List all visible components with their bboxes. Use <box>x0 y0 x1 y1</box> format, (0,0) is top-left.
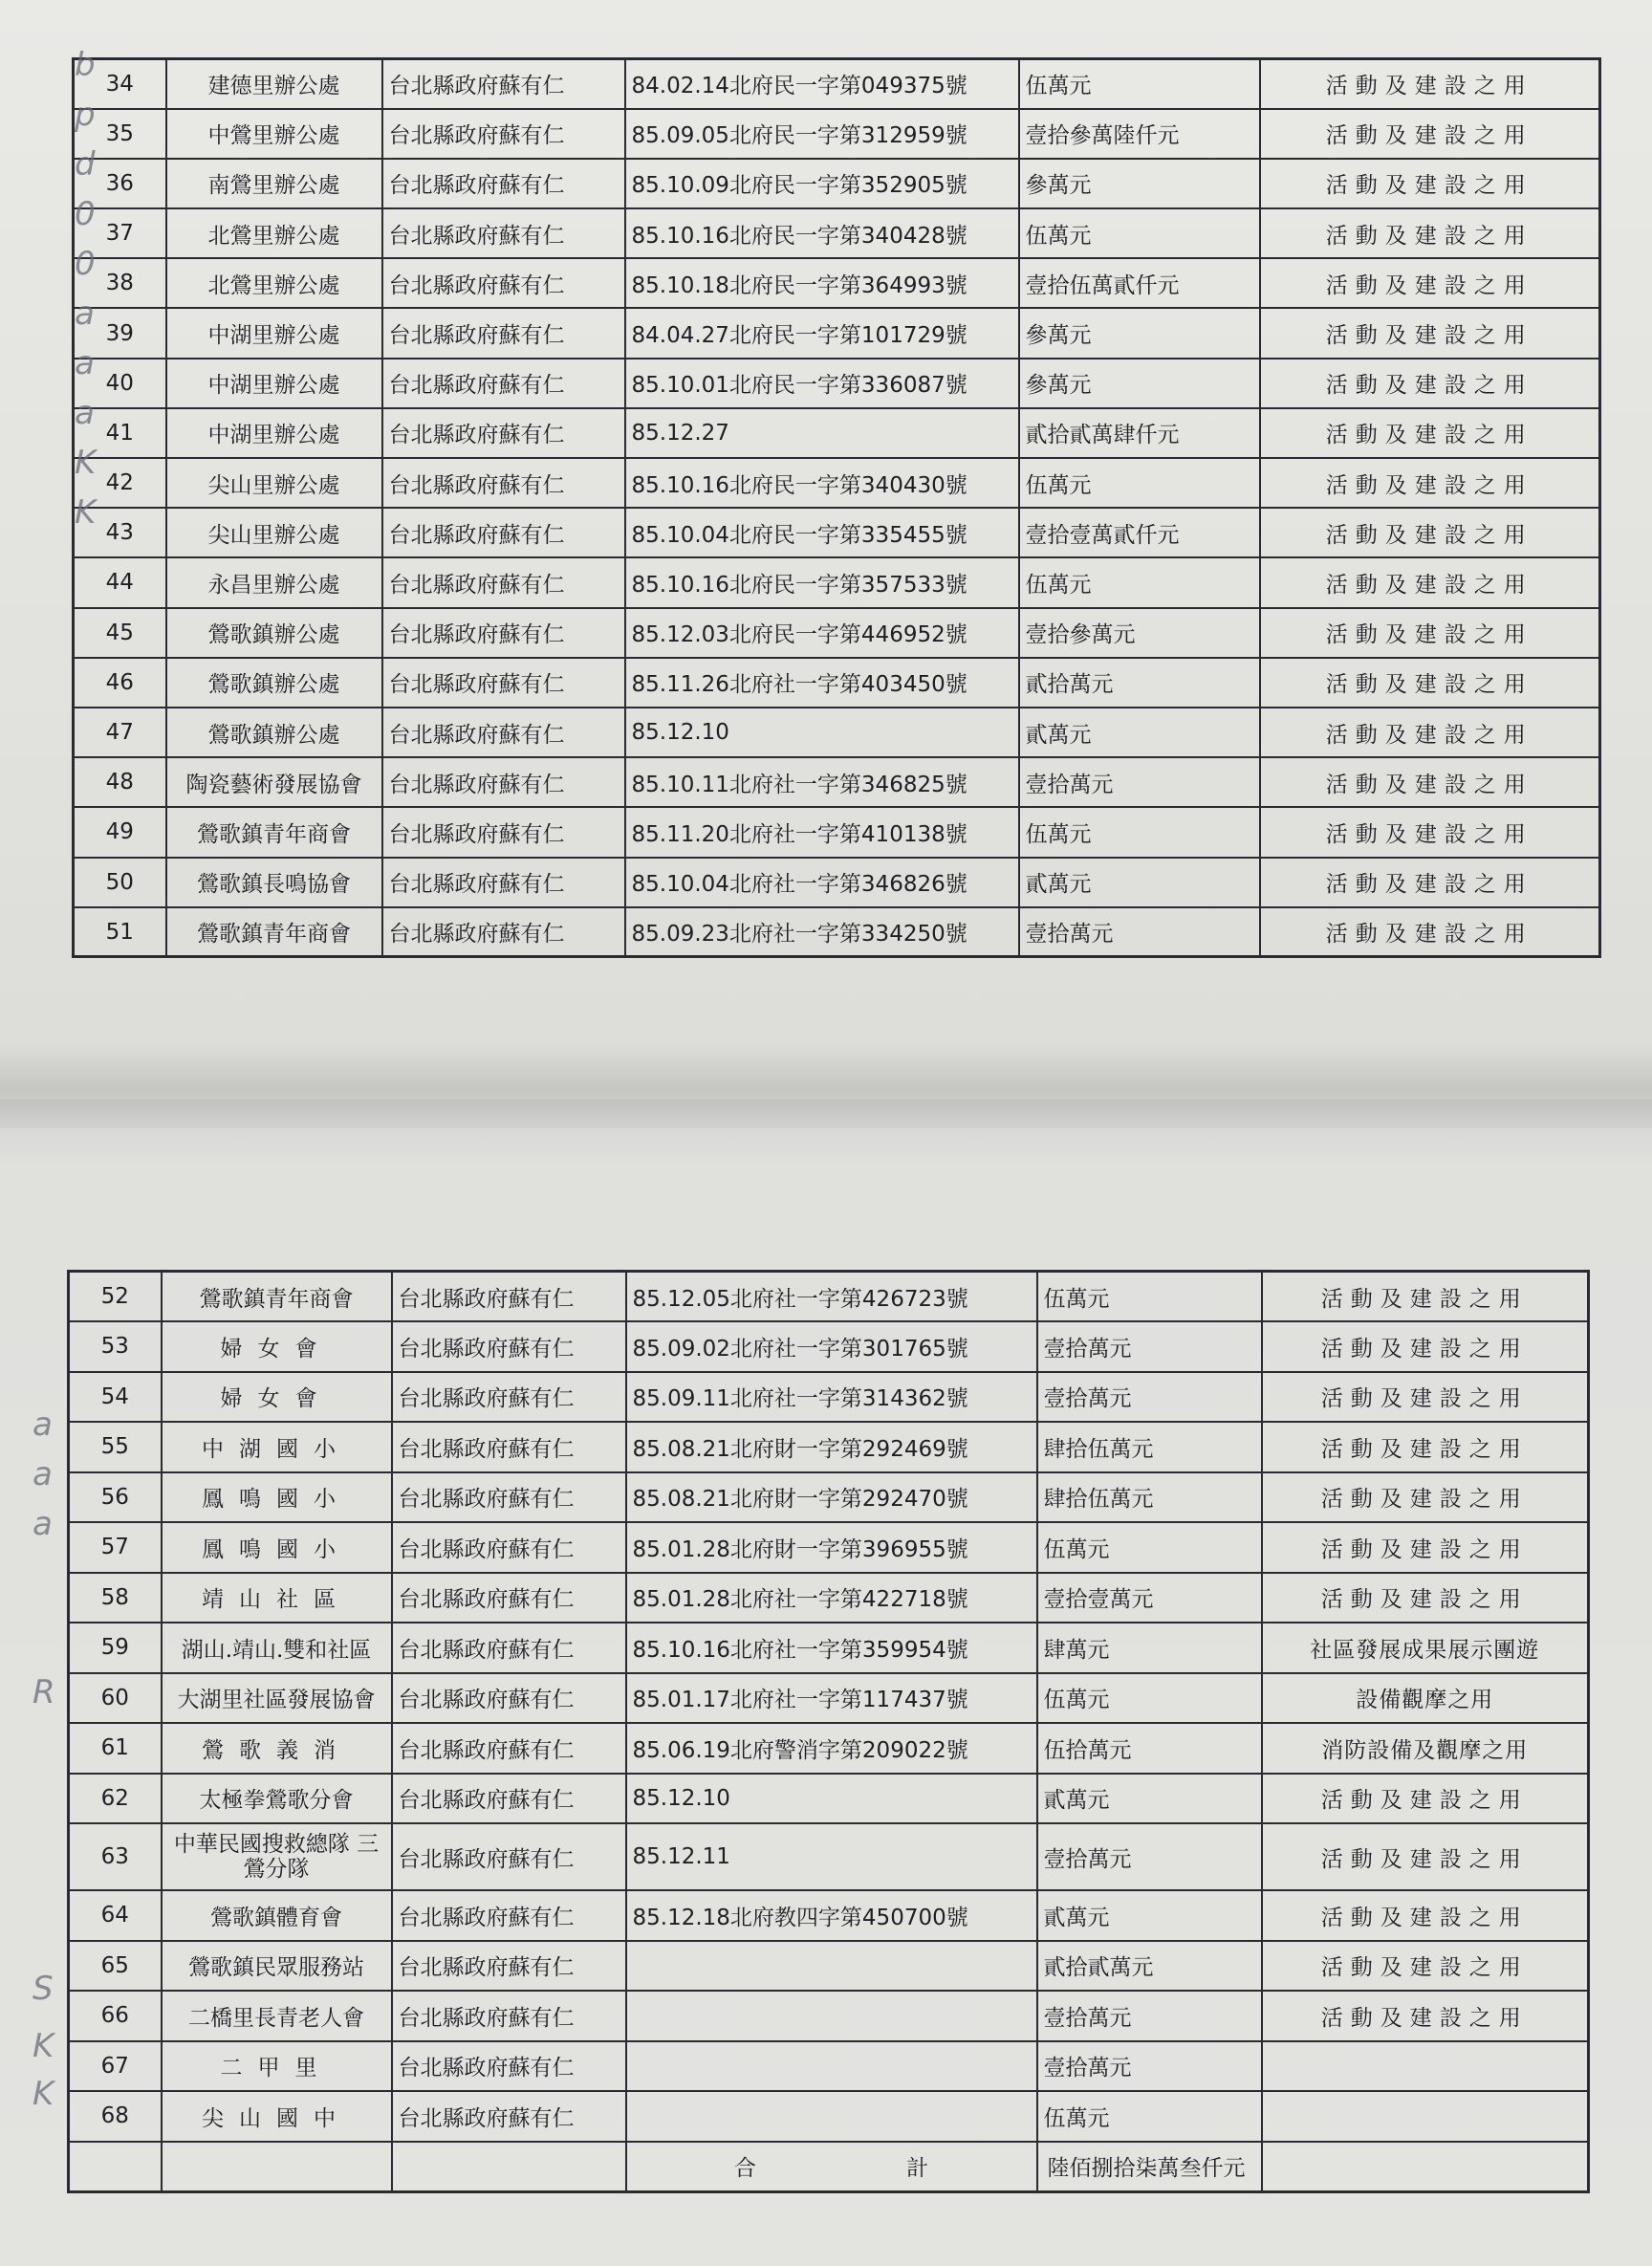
row-number: 59 <box>69 1623 162 1673</box>
document-reference: 85.12.10 <box>625 708 1019 757</box>
organization-name: 建德里辦公處 <box>166 59 382 109</box>
amount: 壹拾萬元 <box>1037 1823 1262 1890</box>
table-row <box>69 1422 1589 1472</box>
amount: 伍萬元 <box>1037 1272 1262 1322</box>
margin-note: 0 <box>75 245 96 283</box>
organization-name: 永昌里辦公處 <box>166 557 382 607</box>
total-row <box>69 2142 1589 2192</box>
amount: 壹拾萬元 <box>1037 2041 1262 2092</box>
organization-name: 鶯歌鎮青年商會 <box>166 807 382 857</box>
amount: 伍萬元 <box>1019 807 1260 857</box>
amount: 肆萬元 <box>1037 1623 1262 1673</box>
document-reference: 85.12.18北府教四字第450700號 <box>626 1890 1037 1941</box>
row-number: 46 <box>74 658 166 708</box>
table-row <box>69 1941 1589 1992</box>
row-number: 35 <box>74 109 166 159</box>
row-number: 47 <box>74 708 166 757</box>
page-fold <box>0 1042 1652 1128</box>
margin-note: K <box>75 493 97 532</box>
document-reference: 85.01.17北府社一字第117437號 <box>626 1673 1037 1724</box>
row-number: 60 <box>69 1673 162 1724</box>
document-reference: 85.01.28北府社一字第422718號 <box>626 1573 1037 1623</box>
organization-name: 二橋里長青老人會 <box>162 1991 392 2041</box>
recipient-name: 台北縣政府蘇有仁 <box>382 757 625 807</box>
table-row <box>69 1522 1589 1573</box>
document-reference: 85.09.23北府社一字第334250號 <box>625 907 1019 957</box>
table-row <box>74 708 1600 757</box>
document-reference: 85.08.21北府財一字第292469號 <box>626 1422 1037 1472</box>
organization-name: 鶯歌鎮長鳴協會 <box>166 858 382 907</box>
purpose: 活動及建設之用 <box>1260 608 1600 658</box>
recipient-name: 台北縣政府蘇有仁 <box>392 1673 626 1724</box>
amount: 伍萬元 <box>1019 458 1260 508</box>
row-number: 34 <box>74 59 166 109</box>
amount: 伍萬元 <box>1019 208 1260 258</box>
organization-name: 北鶯里辦公處 <box>166 208 382 258</box>
margin-note: d <box>75 145 96 184</box>
organization-name: 中湖里辦公處 <box>166 308 382 358</box>
purpose: 活動及建設之用 <box>1262 1991 1589 2041</box>
organization-name: 鶯歌鎮辦公處 <box>166 708 382 757</box>
table-row <box>74 258 1600 308</box>
recipient-name: 台北縣政府蘇有仁 <box>382 458 625 508</box>
margin-note: a <box>33 1405 53 1444</box>
table-row <box>69 1673 1589 1724</box>
margin-note: a <box>75 394 95 432</box>
purpose: 活動及建設之用 <box>1260 359 1600 408</box>
organization-name: 鶯歌義消 <box>162 1723 392 1774</box>
margin-note: a <box>75 344 95 382</box>
organization-name: 婦女會 <box>162 1321 392 1372</box>
amount: 貳萬元 <box>1019 858 1260 907</box>
total-label-left: 合 <box>733 2156 756 2181</box>
organization-name: 南鶯里辦公處 <box>166 159 382 208</box>
recipient-name: 台北縣政府蘇有仁 <box>392 1774 626 1824</box>
organization-name: 鶯歌鎮青年商會 <box>162 1272 392 1322</box>
document-reference: 85.10.18北府民一字第364993號 <box>625 258 1019 308</box>
recipient-name: 台北縣政府蘇有仁 <box>392 1890 626 1941</box>
table-row <box>69 1623 1589 1673</box>
total-empty-cell <box>1262 2142 1589 2192</box>
row-number: 56 <box>69 1472 162 1523</box>
total-amount: 陸佰捌拾柒萬叁仟元 <box>1037 2142 1262 2192</box>
purpose: 活動及建設之用 <box>1262 1472 1589 1523</box>
amount: 壹拾伍萬貳仟元 <box>1019 258 1260 308</box>
amount: 壹拾萬元 <box>1037 1991 1262 2041</box>
organization-name: 大湖里社區發展協會 <box>162 1673 392 1724</box>
recipient-name: 台北縣政府蘇有仁 <box>382 608 625 658</box>
document-reference: 85.10.11北府社一字第346825號 <box>625 757 1019 807</box>
purpose: 設備觀摩之用 <box>1262 1673 1589 1724</box>
table-row <box>74 608 1600 658</box>
total-empty-cell <box>69 2142 162 2192</box>
amount: 伍萬元 <box>1037 2091 1262 2142</box>
purpose: 活動及建設之用 <box>1260 757 1600 807</box>
amount: 貳拾貳萬元 <box>1037 1941 1262 1992</box>
row-number: 65 <box>69 1941 162 1992</box>
recipient-name: 台北縣政府蘇有仁 <box>382 159 625 208</box>
purpose: 活動及建設之用 <box>1262 1522 1589 1573</box>
margin-note: K <box>33 2027 54 2065</box>
document-reference: 85.10.04北府民一字第335455號 <box>625 508 1019 557</box>
organization-name: 鳳鳴國小 <box>162 1472 392 1523</box>
row-number: 67 <box>69 2041 162 2092</box>
purpose: 活動及建設之用 <box>1262 1774 1589 1824</box>
row-number: 43 <box>74 508 166 557</box>
recipient-name: 台北縣政府蘇有仁 <box>392 1991 626 2041</box>
document-reference: 85.10.01北府民一字第336087號 <box>625 359 1019 408</box>
row-number: 62 <box>69 1774 162 1824</box>
table-row <box>69 1472 1589 1523</box>
amount: 貳拾貳萬肆仟元 <box>1019 408 1260 458</box>
amount: 參萬元 <box>1019 159 1260 208</box>
row-number: 53 <box>69 1321 162 1372</box>
document-reference: 85.10.16北府民一字第340430號 <box>625 458 1019 508</box>
amount: 伍萬元 <box>1037 1673 1262 1724</box>
row-number: 51 <box>74 907 166 957</box>
document-reference <box>626 2091 1037 2142</box>
table-row <box>74 858 1600 907</box>
row-number: 39 <box>74 308 166 358</box>
purpose: 活動及建設之用 <box>1260 458 1600 508</box>
purpose: 活動及建設之用 <box>1260 159 1600 208</box>
recipient-name: 台北縣政府蘇有仁 <box>382 807 625 857</box>
margin-note: a <box>75 294 95 333</box>
purpose: 社區發展成果展示團遊 <box>1262 1623 1589 1673</box>
row-number: 49 <box>74 807 166 857</box>
amount: 伍萬元 <box>1019 59 1260 109</box>
table-row <box>74 308 1600 358</box>
margin-note: S <box>33 1970 54 2008</box>
amount: 壹拾萬元 <box>1037 1372 1262 1423</box>
organization-name: 中湖里辦公處 <box>166 408 382 458</box>
table-row <box>74 159 1600 208</box>
row-number: 36 <box>74 159 166 208</box>
table-row <box>69 1573 1589 1623</box>
table-row <box>74 807 1600 857</box>
table-row <box>69 1321 1589 1372</box>
document-reference: 85.11.26北府社一字第403450號 <box>625 658 1019 708</box>
amount: 伍萬元 <box>1019 557 1260 607</box>
organization-name: 尖山里辦公處 <box>166 508 382 557</box>
recipient-name: 台北縣政府蘇有仁 <box>382 359 625 408</box>
row-number: 48 <box>74 757 166 807</box>
recipient-name: 台北縣政府蘇有仁 <box>392 1321 626 1372</box>
document-reference: 85.10.16北府社一字第359954號 <box>626 1623 1037 1673</box>
organization-name: 靖山社區 <box>162 1573 392 1623</box>
margin-note: R <box>33 1673 55 1711</box>
donation-table-upper <box>72 57 1601 958</box>
recipient-name: 台北縣政府蘇有仁 <box>392 1623 626 1673</box>
organization-name: 二甲里 <box>162 2041 392 2092</box>
purpose: 活動及建設之用 <box>1260 208 1600 258</box>
organization-name: 中湖里辦公處 <box>166 359 382 408</box>
organization-name: 鶯歌鎮體育會 <box>162 1890 392 1941</box>
organization-name: 尖山國中 <box>162 2091 392 2142</box>
document-reference: 85.06.19北府警消字第209022號 <box>626 1723 1037 1774</box>
purpose: 活動及建設之用 <box>1260 557 1600 607</box>
document-reference: 85.10.04北府社一字第346826號 <box>625 858 1019 907</box>
purpose: 活動及建設之用 <box>1260 258 1600 308</box>
amount: 壹拾壹萬貳仟元 <box>1019 508 1260 557</box>
table-row <box>74 408 1600 458</box>
organization-name: 中湖國小 <box>162 1422 392 1472</box>
table-row <box>69 2041 1589 2092</box>
total-empty-cell <box>392 2142 626 2192</box>
amount: 肆拾伍萬元 <box>1037 1422 1262 1472</box>
document-reference: 85.09.02北府社一字第301765號 <box>626 1321 1037 1372</box>
amount: 伍萬元 <box>1037 1522 1262 1573</box>
table-row <box>69 1372 1589 1423</box>
organization-name: 尖山里辦公處 <box>166 458 382 508</box>
amount: 貳萬元 <box>1037 1890 1262 1941</box>
row-number: 54 <box>69 1372 162 1423</box>
purpose: 活動及建設之用 <box>1262 1372 1589 1423</box>
table-row <box>74 508 1600 557</box>
document-reference: 85.12.05北府社一字第426723號 <box>626 1272 1037 1322</box>
row-number: 68 <box>69 2091 162 2142</box>
margin-note: 0 <box>75 195 96 233</box>
row-number: 40 <box>74 359 166 408</box>
amount: 參萬元 <box>1019 359 1260 408</box>
amount: 壹拾萬元 <box>1019 757 1260 807</box>
row-number: 45 <box>74 608 166 658</box>
organization-name: 中華民國搜救總隊 三鶯分隊 <box>162 1823 392 1890</box>
recipient-name: 台北縣政府蘇有仁 <box>392 1422 626 1472</box>
total-empty-cell <box>162 2142 392 2192</box>
purpose <box>1262 2091 1589 2142</box>
organization-name: 湖山.靖山.雙和社區 <box>162 1623 392 1673</box>
document-reference: 85.11.20北府社一字第410138號 <box>625 807 1019 857</box>
recipient-name: 台北縣政府蘇有仁 <box>382 258 625 308</box>
recipient-name: 台北縣政府蘇有仁 <box>392 1941 626 1992</box>
table-row <box>69 1272 1589 1322</box>
purpose: 消防設備及觀摩之用 <box>1262 1723 1589 1774</box>
purpose: 活動及建設之用 <box>1260 508 1600 557</box>
document-reference: 84.04.27北府民一字第101729號 <box>625 308 1019 358</box>
recipient-name: 台北縣政府蘇有仁 <box>382 907 625 957</box>
document-reference: 85.10.09北府民一字第352905號 <box>625 159 1019 208</box>
recipient-name: 台北縣政府蘇有仁 <box>382 557 625 607</box>
document-reference: 85.09.11北府社一字第314362號 <box>626 1372 1037 1423</box>
table-row <box>74 907 1600 957</box>
row-number: 64 <box>69 1890 162 1941</box>
margin-note: K <box>33 2075 54 2113</box>
amount: 伍拾萬元 <box>1037 1723 1262 1774</box>
purpose: 活動及建設之用 <box>1260 807 1600 857</box>
row-number: 41 <box>74 408 166 458</box>
row-number: 61 <box>69 1723 162 1774</box>
recipient-name: 台北縣政府蘇有仁 <box>392 2041 626 2092</box>
recipient-name: 台北縣政府蘇有仁 <box>382 408 625 458</box>
purpose: 活動及建設之用 <box>1260 59 1600 109</box>
purpose: 活動及建設之用 <box>1260 858 1600 907</box>
table-row <box>69 1823 1589 1890</box>
amount: 貳拾萬元 <box>1019 658 1260 708</box>
document-reference: 85.10.16北府民一字第340428號 <box>625 208 1019 258</box>
recipient-name: 台北縣政府蘇有仁 <box>382 508 625 557</box>
document-reference: 85.08.21北府財一字第292470號 <box>626 1472 1037 1523</box>
amount: 壹拾萬元 <box>1037 1321 1262 1372</box>
organization-name: 鶯歌鎮辦公處 <box>166 608 382 658</box>
amount: 壹拾參萬陸仟元 <box>1019 109 1260 159</box>
purpose: 活動及建設之用 <box>1260 708 1600 757</box>
table-row <box>74 59 1600 109</box>
document-reference <box>626 1991 1037 2041</box>
margin-note: a <box>33 1505 53 1543</box>
purpose: 活動及建設之用 <box>1262 1321 1589 1372</box>
purpose: 活動及建設之用 <box>1260 308 1600 358</box>
document-reference: 85.12.11 <box>626 1823 1037 1890</box>
table-row <box>69 1723 1589 1774</box>
document-reference: 84.02.14北府民一字第049375號 <box>625 59 1019 109</box>
table-row <box>69 1890 1589 1941</box>
recipient-name: 台北縣政府蘇有仁 <box>392 1723 626 1774</box>
document-reference: 85.01.28北府財一字第396955號 <box>626 1522 1037 1573</box>
document-reference: 85.10.16北府民一字第357533號 <box>625 557 1019 607</box>
table-row <box>74 658 1600 708</box>
amount: 壹拾壹萬元 <box>1037 1573 1262 1623</box>
amount: 貳萬元 <box>1037 1774 1262 1824</box>
document-reference: 85.09.05北府民一字第312959號 <box>625 109 1019 159</box>
row-number: 55 <box>69 1422 162 1472</box>
document-reference: 85.12.03北府民一字第446952號 <box>625 608 1019 658</box>
purpose: 活動及建設之用 <box>1262 1890 1589 1941</box>
table-row <box>69 1774 1589 1824</box>
document-reference <box>626 1941 1037 1992</box>
organization-name: 鶯歌鎮辦公處 <box>166 658 382 708</box>
organization-name: 中鶯里辦公處 <box>166 109 382 159</box>
recipient-name: 台北縣政府蘇有仁 <box>382 858 625 907</box>
table-row <box>69 2091 1589 2142</box>
row-number: 66 <box>69 1991 162 2041</box>
organization-name: 太極拳鶯歌分會 <box>162 1774 392 1824</box>
organization-name: 鶯歌鎮青年商會 <box>166 907 382 957</box>
purpose: 活動及建設之用 <box>1262 1422 1589 1472</box>
table-row <box>74 359 1600 408</box>
purpose: 活動及建設之用 <box>1260 408 1600 458</box>
margin-note: K <box>75 444 97 482</box>
organization-name: 北鶯里辦公處 <box>166 258 382 308</box>
table-row <box>74 458 1600 508</box>
purpose: 活動及建設之用 <box>1262 1941 1589 1992</box>
recipient-name: 台北縣政府蘇有仁 <box>392 2091 626 2142</box>
row-number: 58 <box>69 1573 162 1623</box>
organization-name: 鳳鳴國小 <box>162 1522 392 1573</box>
row-number: 38 <box>74 258 166 308</box>
amount: 肆拾伍萬元 <box>1037 1472 1262 1523</box>
purpose <box>1262 2041 1589 2092</box>
purpose: 活動及建設之用 <box>1262 1573 1589 1623</box>
recipient-name: 台北縣政府蘇有仁 <box>392 1522 626 1573</box>
row-number: 63 <box>69 1823 162 1890</box>
row-number: 37 <box>74 208 166 258</box>
recipient-name: 台北縣政府蘇有仁 <box>382 59 625 109</box>
recipient-name: 台北縣政府蘇有仁 <box>392 1472 626 1523</box>
recipient-name: 台北縣政府蘇有仁 <box>392 1272 626 1322</box>
table-row <box>74 757 1600 807</box>
recipient-name: 台北縣政府蘇有仁 <box>392 1573 626 1623</box>
purpose: 活動及建設之用 <box>1260 907 1600 957</box>
donation-table-lower <box>67 1270 1590 2193</box>
organization-name: 鶯歌鎮民眾服務站 <box>162 1941 392 1992</box>
table-row <box>74 208 1600 258</box>
recipient-name: 台北縣政府蘇有仁 <box>382 658 625 708</box>
purpose: 活動及建設之用 <box>1260 109 1600 159</box>
document-reference: 85.12.27 <box>625 408 1019 458</box>
row-number: 44 <box>74 557 166 607</box>
purpose: 活動及建設之用 <box>1262 1823 1589 1890</box>
amount: 貳萬元 <box>1019 708 1260 757</box>
document-reference <box>626 2041 1037 2092</box>
total-label-right: 計 <box>906 2156 929 2181</box>
recipient-name: 台北縣政府蘇有仁 <box>392 1823 626 1890</box>
margin-note: p <box>75 96 96 134</box>
recipient-name: 台北縣政府蘇有仁 <box>382 308 625 358</box>
purpose: 活動及建設之用 <box>1262 1272 1589 1322</box>
organization-name: 陶瓷藝術發展協會 <box>166 757 382 807</box>
table-row <box>74 557 1600 607</box>
amount: 壹拾參萬元 <box>1019 608 1260 658</box>
total-label <box>626 2142 1037 2192</box>
margin-note: a <box>33 1455 53 1493</box>
row-number: 57 <box>69 1522 162 1573</box>
recipient-name: 台北縣政府蘇有仁 <box>382 109 625 159</box>
row-number: 52 <box>69 1272 162 1322</box>
row-number: 50 <box>74 858 166 907</box>
recipient-name: 台北縣政府蘇有仁 <box>382 708 625 757</box>
margin-note: b <box>75 46 96 84</box>
amount: 壹拾萬元 <box>1019 907 1260 957</box>
amount: 參萬元 <box>1019 308 1260 358</box>
document-reference: 85.12.10 <box>626 1774 1037 1824</box>
recipient-name: 台北縣政府蘇有仁 <box>382 208 625 258</box>
purpose: 活動及建設之用 <box>1260 658 1600 708</box>
table-row <box>69 1991 1589 2041</box>
table-row <box>74 109 1600 159</box>
row-number: 42 <box>74 458 166 508</box>
organization-name: 婦女會 <box>162 1372 392 1423</box>
recipient-name: 台北縣政府蘇有仁 <box>392 1372 626 1423</box>
